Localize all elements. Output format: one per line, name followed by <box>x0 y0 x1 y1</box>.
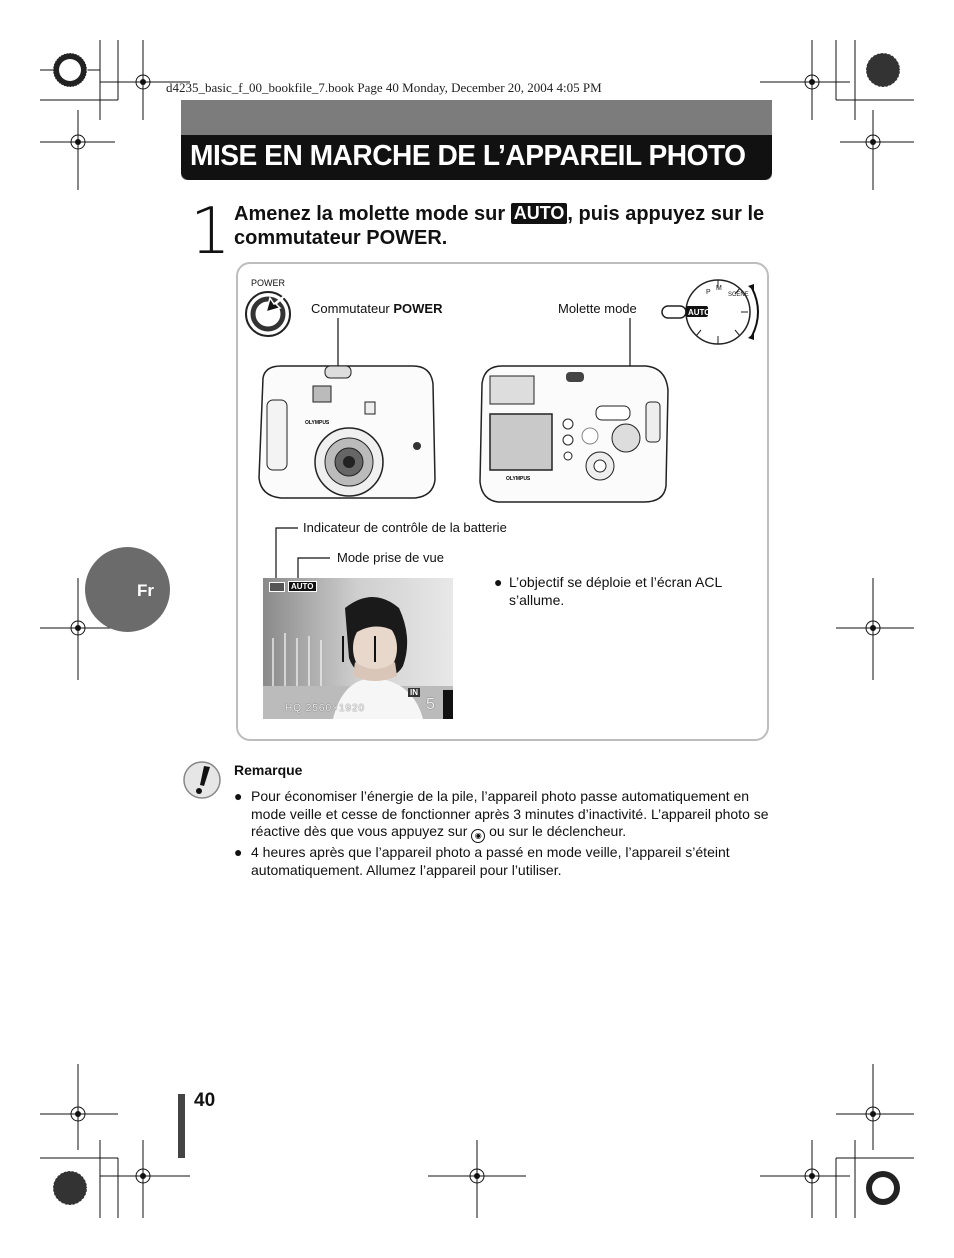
svg-text:M: M <box>716 285 722 292</box>
remark-item-1: ● Pour économiser l’énergie de la pile, l’appareil photo passe automatiquement en mode veille et cesse de fonctionner après 3 minutes d’inactivité. L’appareil photo se réactive dès que vous appuyez sur ◉ ou sur le déclencheur. <box>234 788 774 842</box>
language-tab-label: Fr <box>137 581 154 600</box>
lcd-quality-text: HQ 2560×1920 <box>285 703 366 714</box>
battery-indicator-label: Indicateur de contrôle de la batterie <box>303 520 507 535</box>
svg-text:AUTO: AUTO <box>688 308 711 317</box>
camera-back-illustration <box>476 362 672 504</box>
lcd-frame-count: 5 <box>426 696 435 713</box>
language-tab <box>85 547 170 632</box>
warning-exclamation-icon <box>182 760 224 802</box>
print-header: d4235_basic_f_00_bookfile_7.book Page 40 Monday, December 20, 2004 4:05 PM <box>166 80 602 95</box>
lcd-size-indicator: IN <box>410 688 418 697</box>
step-instruction <box>234 202 779 250</box>
bullet-icon: ● <box>494 574 503 590</box>
mode-dial-icon <box>660 278 764 362</box>
lcd-mode-indicator: AUTO <box>288 581 317 592</box>
af-target-mark <box>342 636 376 662</box>
mode-dial-label: Molette mode <box>558 301 637 316</box>
camera-mode-icon: ◉ <box>471 829 485 843</box>
svg-text:OLYMPUS: OLYMPUS <box>506 476 531 482</box>
page-number-bar <box>178 1094 185 1158</box>
page-number: 40 <box>194 1090 216 1111</box>
bullet-icon: ● <box>234 844 243 860</box>
lcd-screen <box>263 578 453 719</box>
power-small-label: POWER <box>251 278 286 288</box>
svg-text:P: P <box>706 289 711 296</box>
remark-title: Remarque <box>234 762 303 778</box>
battery-icon <box>269 582 285 592</box>
page-title: MISE EN MARCHE DE L’APPAREIL PHOTO <box>190 140 746 172</box>
power-switch-label: Commutateur POWER <box>311 301 443 316</box>
step-text-start: Amenez la molette mode sur <box>234 203 511 225</box>
remark-item-2: ● 4 heures après que l’appareil photo a passé en mode veille, l’appareil s’éteint automatiquement. Allumez l’appareil pour l’utiliser. <box>234 844 730 878</box>
step-text-end: , puis appuyez sur le commutateur POWER. <box>234 203 765 249</box>
bullet-icon: ● <box>234 788 243 804</box>
auto-mode-badge: AUTO <box>511 203 568 224</box>
camera-front-illustration <box>253 360 439 502</box>
svg-text:SCENE: SCENE <box>728 292 749 298</box>
svg-text:OLYMPUS: OLYMPUS <box>305 420 330 426</box>
step-number: 1 <box>190 195 231 269</box>
shooting-mode-label: Mode prise de vue <box>337 550 444 565</box>
